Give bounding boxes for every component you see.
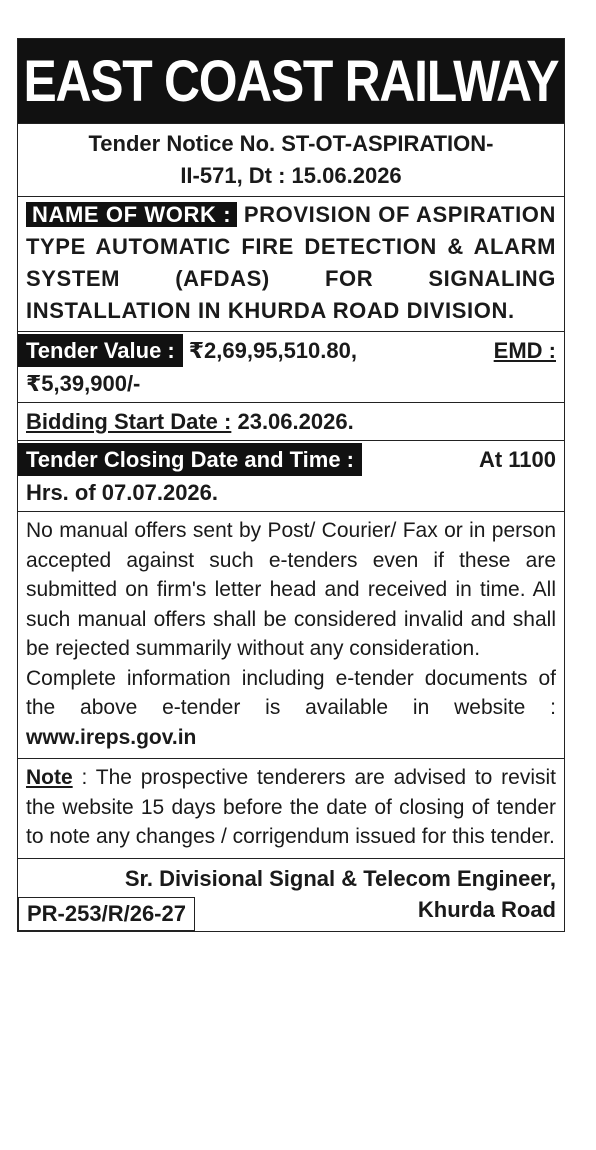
tender-number-line1: Tender Notice No. ST-OT-ASPIRATION- [88, 131, 494, 156]
instructions-para2 [26, 664, 556, 753]
signatory-location: Khurda Road [417, 896, 556, 922]
bidding-start-block [18, 402, 564, 440]
website-link[interactable]: www.ireps.gov.in [26, 725, 197, 749]
closing-date-block [18, 440, 564, 511]
note-block [18, 758, 564, 858]
instructions-para2-text: Complete information including e-tender documents of the above e-tender is available in website : [26, 666, 556, 719]
tender-value-block [18, 331, 564, 402]
closing-date-label: Tender Closing Date and Time : [18, 443, 362, 476]
tender-value-label: Tender Value : [18, 334, 183, 367]
signatory-title: Sr. Divisional Signal & Telecom Engineer, [124, 865, 556, 891]
note-label: Note [26, 766, 73, 789]
tender-number-block [18, 123, 564, 196]
closing-date-value: Hrs. of 07.07.2026. [26, 480, 219, 505]
bidding-start-label: Bidding Start Date : [26, 409, 232, 434]
closing-time: At 1100 [478, 447, 556, 472]
name-of-work-label: NAME OF WORK : [26, 202, 237, 227]
signature-block [18, 858, 564, 931]
name-of-work-text: PROVISION OF ASPIRATION TYPE AUTOMATIC FIRE DETECTION & ALARM SYSTEM (AFDAS) FOR SIGNALING INSTALLATION IN KHURDA ROAD DIVISION. [26, 202, 556, 323]
note-text: : The prospective tenderers are advised to revisit the website 15 days before the date of closing of tender to note any changes / corrigendum issued for this tender. [26, 766, 556, 848]
publication-reference: PR-253/R/26-27 [18, 897, 195, 931]
instructions-block [18, 511, 564, 758]
tender-value-amount: ₹2,69,95,510.80, [188, 338, 357, 363]
emd-label: EMD : [493, 338, 556, 363]
emd-amount: ₹5,39,900/- [26, 371, 141, 396]
masthead-title: EAST COAST RAILWAY [23, 48, 559, 114]
bidding-start-date: 23.06.2026. [237, 409, 354, 434]
name-of-work-block [18, 196, 564, 331]
tender-notice [17, 38, 565, 932]
instructions-para1: No manual offers sent by Post/ Courier/ Fax or in person accepted against such e-tenders even if these are submitted on firm's letter head and received in time. All such manual offers shall be considered invalid and shall be rejected summarily without any consideration. [26, 519, 556, 660]
masthead [18, 39, 564, 123]
tender-number-line2: II-571, Dt : 15.06.2026 [180, 163, 402, 188]
